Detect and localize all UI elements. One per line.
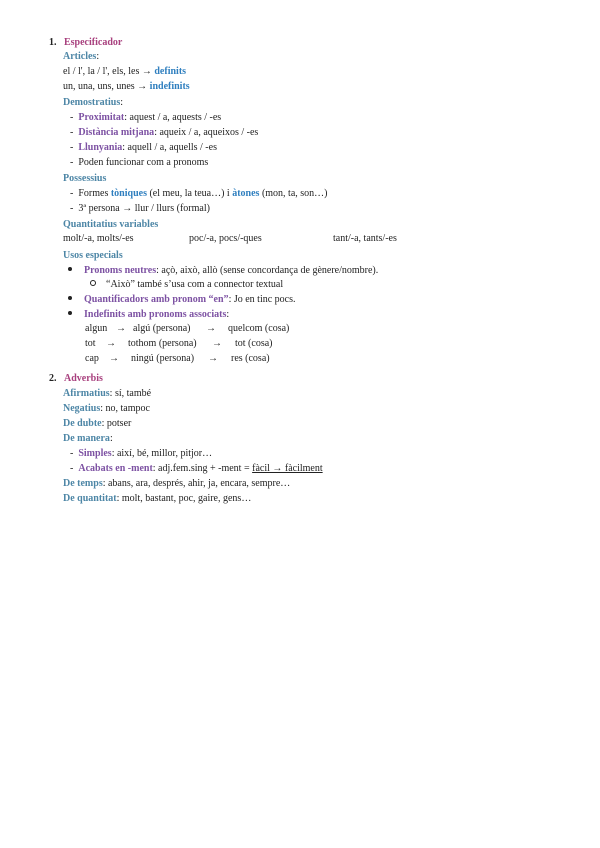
adverb-dubte: De dubte: potser <box>63 418 132 429</box>
row-b: algú (persona) <box>133 323 191 334</box>
circle-bullet-icon <box>90 280 96 286</box>
row-b: tothom (persona) <box>128 338 197 349</box>
row-c: res (cosa) <box>231 353 270 364</box>
usos-heading: Usos especials <box>63 250 123 261</box>
possessius-heading: Possessius <box>63 173 107 184</box>
quantitatius-col-2: poc/-a, pocs/-ques <box>189 233 262 244</box>
arrow: → <box>106 338 116 349</box>
section-2-heading <box>49 372 103 385</box>
row-c: quelcom (cosa) <box>228 323 290 334</box>
articles-heading: Articles: <box>63 51 100 62</box>
row-b: ningú (persona) <box>131 353 195 364</box>
section-title: Especificador <box>64 37 123 48</box>
arrow: → <box>109 353 119 364</box>
demostratius-heading: Demostratius: <box>63 97 123 108</box>
bullet-icon <box>68 267 72 271</box>
row-c: tot (cosa) <box>235 338 273 349</box>
section-title: Adverbis <box>64 373 103 384</box>
bullet-icon <box>68 311 72 315</box>
list-item: - 3ª persona → llur / llurs (formal) <box>70 203 210 214</box>
bullet-icon <box>68 296 72 300</box>
section-number: 1. <box>49 37 57 48</box>
list-item: - Simples: així, bé, millor, pitjor… <box>70 448 213 459</box>
quantitatius-col-1: molt/-a, molts/-es <box>63 233 134 244</box>
bullet-item: Quantificadors amb pronom “en”: Jo en tinc pocs. <box>68 293 296 306</box>
quantitatius-heading: Quantitatius variables <box>63 219 159 230</box>
row-a: tot <box>85 338 96 349</box>
section-number: 2. <box>49 373 57 384</box>
arrow: → <box>116 323 126 334</box>
bullet-item: Pronoms neutres: açò, això, allò (sense concordança de gènere/nombre). <box>68 264 378 277</box>
articles-line-2: un, una, uns, unes → indefinits <box>63 81 190 92</box>
articles-line-1: el / l', la / l', els, les → definits <box>63 66 187 77</box>
arrow: → <box>206 323 216 334</box>
adverb-quantitat: De quantitat: molt, bastant, poc, gaire, gens… <box>63 493 252 504</box>
adverb-temps: De temps: abans, ara, després, ahir, ja, encara, sempre… <box>63 478 291 489</box>
arrow: → <box>212 338 222 349</box>
sub-bullet-item: “Això” també s’usa com a connector textual <box>90 278 283 291</box>
list-item: - Poden funcionar com a pronoms <box>70 157 209 168</box>
row-a: cap <box>85 353 99 364</box>
list-item: - Llunyania: aquell / a, aquells / -es <box>70 142 217 153</box>
list-item: - Proximitat: aquest / a, aquests / -es <box>70 112 222 123</box>
list-item: - Distància mitjana: aqueix / a, aqueixos / -es <box>70 127 259 138</box>
list-item: - Acabats en -ment: adj.fem.sing + -ment = fàcil → fàcilment <box>70 463 323 474</box>
adverb-negatius: Negatius: no, tampoc <box>63 403 150 414</box>
row-a: algun <box>85 323 108 334</box>
section-1-heading <box>49 36 122 49</box>
adverb-manera-heading: De manera: <box>63 433 113 444</box>
quantitatius-col-3: tant/-a, tants/-es <box>333 233 397 244</box>
bullet-item: Indefinits amb pronoms associats: <box>68 308 229 321</box>
adverb-afirmatius: Afirmatius: sí, també <box>63 388 152 399</box>
arrow: → <box>208 353 218 364</box>
list-item: - Formes tòniques (el meu, la teua…) i àtones (mon, ta, son…) <box>70 188 328 199</box>
